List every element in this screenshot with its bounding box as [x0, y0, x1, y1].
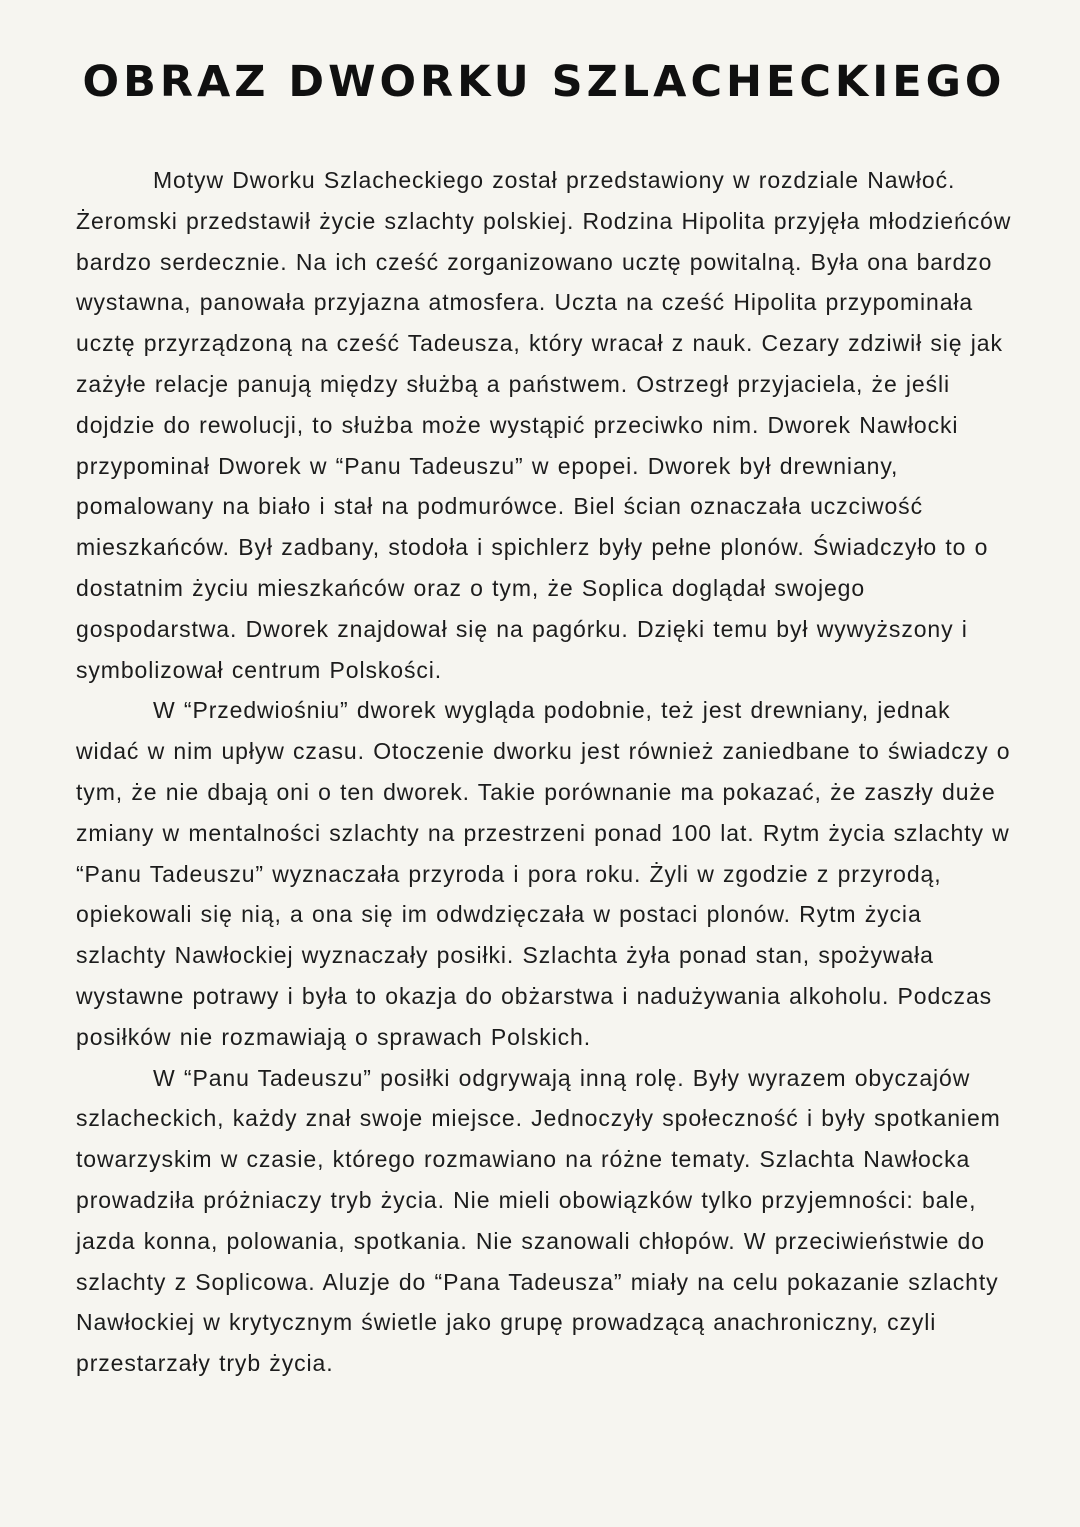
paragraph-1-line-2: Żeromski przedstawił życie szlachty polskiej. Rodzina Hipolita przyjęła młodzieńców: [76, 207, 1012, 234]
paragraph-2-line-5: “Panu Tadeuszu” wyznaczała przyroda i pora roku. Żyli w zgodzie z przyrodą,: [76, 860, 942, 887]
page-title: OBRAZ DWORKU SZLACHECKIEGO: [82, 57, 1006, 107]
paragraph-2-line-2: widać w nim upływ czasu. Otoczenie dworku jest również zaniedbane to świadczy o: [76, 738, 1011, 765]
paragraph-3-line-1: W “Panu Tadeuszu” posiłki odgrywają inną rolę. Były wyrazem obyczajów: [153, 1064, 971, 1091]
paragraph-2-line-3: tym, że nie dbają oni o ten dworek. Takie porównanie ma pokazać, że zaszły duże: [76, 778, 996, 805]
paragraph-3-line-5: jazda konna, polowania, spotkania. Nie szanowali chłopów. W przeciwieństwie do: [76, 1227, 985, 1254]
paragraph-1-line-5: ucztę przyrządzoną na cześć Tadeusza, który wracał z nauk. Cezary zdziwił się jak: [76, 330, 1003, 357]
paragraph-1-line-12: gospodarstwa. Dworek znajdował się na pagórku. Dzięki temu był wywyższony i: [76, 615, 968, 642]
paragraph-3-line-6: szlachty z Soplicowa. Aluzje do “Pana Tadeusza” miały na celu pokazanie szlachty: [76, 1268, 999, 1295]
paragraph-2-line-9: posiłków nie rozmawiają o sprawach Polskich.: [76, 1023, 592, 1050]
paragraph-1-line-9: pomalowany na biało i stał na podmurówce. Biel ścian oznaczała uczciwość: [76, 493, 923, 520]
paragraph-1-line-1: Motyw Dworku Szlacheckiego został przedstawiony w rozdziale Nawłoć.: [153, 167, 956, 193]
paragraph-2-line-6: opiekowali się nią, a ona się im odwdzięczała w postaci plonów. Rytm życia: [76, 901, 922, 928]
paragraph-1-line-13: symbolizował centrum Polskości.: [76, 656, 443, 683]
paragraph-1-line-8: przypominał Dworek w “Panu Tadeuszu” w epopei. Dworek był drewniany,: [76, 452, 899, 479]
paragraph-1-line-6: zażyłe relacje panują między służbą a państwem. Ostrzegł przyjaciela, że jeśli: [76, 370, 951, 397]
paragraph-2-line-4: zmiany w mentalności szlachty na przestrzeni ponad 100 lat. Rytm życia szlachty w: [76, 819, 1010, 846]
paragraph-3-line-8: przestarzały tryb życia.: [76, 1350, 334, 1377]
paragraph-1-line-3: bardzo serdecznie. Na ich cześć zorganizowano ucztę powitalną. Była ona bardzo: [76, 248, 993, 275]
paragraph-3-line-3: towarzyskim w czasie, którego rozmawiano na różne tematy. Szlachta Nawłocka: [76, 1146, 971, 1173]
paragraph-2-line-1: W “Przedwiośniu” dworek wygląda podobnie, też jest drewniany, jednak: [153, 697, 951, 724]
paragraph-2-line-7: szlachty Nawłockiej wyznaczały posiłki. Szlachta żyła ponad stan, spożywała: [76, 942, 934, 969]
paragraph-1-line-4: wystawna, panowała przyjazna atmosfera. Uczta na cześć Hipolita przypominała: [76, 289, 974, 316]
paragraph-1-line-10: mieszkańców. Był zadbany, stodoła i spichlerz były pełne plonów. Świadczyło to o: [76, 534, 989, 561]
paragraph-1-line-11: dostatnim życiu mieszkańców oraz o tym, że Soplica doglądał swojego: [76, 574, 866, 601]
paragraph-3-line-4: prowadziła próżniaczy tryb życia. Nie mieli obowiązków tylko przyjemności: bale,: [76, 1186, 977, 1213]
paragraph-1-line-7: dojdzie do rewolucji, to służba może wystąpić przeciwko nim. Dworek Nawłocki: [76, 411, 959, 438]
paragraph-3-line-2: szlacheckich, każdy znał swoje miejsce. Jednoczyły społeczność i były spotkaniem: [76, 1105, 1001, 1132]
paragraph-3-line-7: Nawłockiej w krytycznym świetle jako grupę prowadzącą anachroniczny, czyli: [76, 1309, 937, 1336]
body-text: [76, 160, 1046, 1384]
paragraph-2-line-8: wystawne potrawy i była to okazja do obżarstwa i nadużywania alkoholu. Podczas: [76, 982, 993, 1009]
